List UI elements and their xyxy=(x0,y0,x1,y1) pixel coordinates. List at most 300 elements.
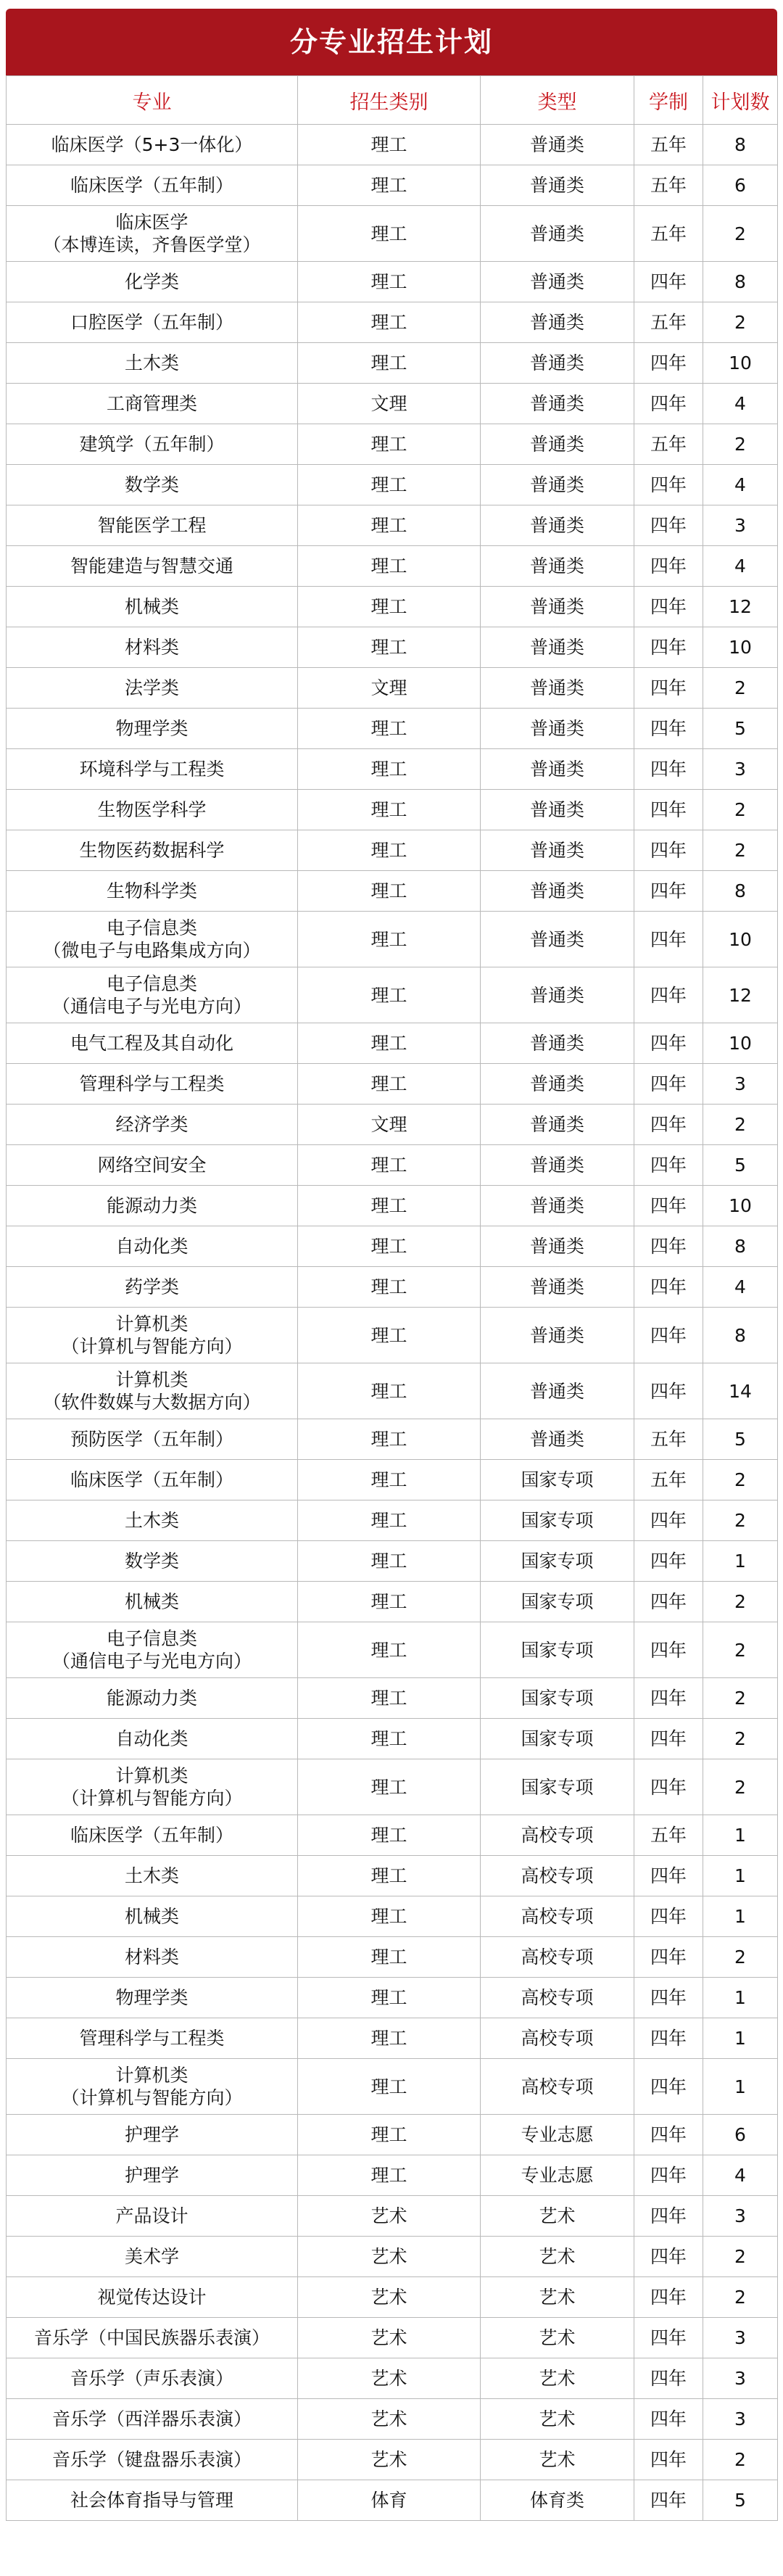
table-row xyxy=(7,967,778,1023)
cell-type: 国家专项 xyxy=(481,1622,634,1678)
table-row xyxy=(7,1500,778,1541)
major-name-line: 音乐学（键盘器乐表演） xyxy=(51,2449,252,2470)
cell-major xyxy=(7,2237,298,2277)
cell-quota: 8 xyxy=(703,1226,778,1267)
table-row xyxy=(7,1622,778,1678)
cell-major xyxy=(7,912,298,967)
cell-major xyxy=(7,1541,298,1582)
cell-duration: 四年 xyxy=(634,262,703,302)
cell-major xyxy=(7,2059,298,2115)
cell-category: 理工 xyxy=(298,587,481,627)
major-name-line: 土木类 xyxy=(124,1865,179,1886)
cell-type: 普通类 xyxy=(481,790,634,830)
cell-category: 理工 xyxy=(298,1308,481,1363)
cell-quota: 4 xyxy=(703,1267,778,1308)
cell-type: 普通类 xyxy=(481,206,634,262)
cell-type: 普通类 xyxy=(481,1419,634,1460)
cell-category: 理工 xyxy=(298,2155,481,2196)
cell-major xyxy=(7,709,298,749)
cell-quota: 1 xyxy=(703,1896,778,1937)
major-name-line: 智能医学工程 xyxy=(97,515,207,536)
cell-category: 理工 xyxy=(298,1363,481,1419)
cell-quota: 12 xyxy=(703,587,778,627)
cell-duration: 四年 xyxy=(634,709,703,749)
cell-duration: 四年 xyxy=(634,1308,703,1363)
table-row xyxy=(7,206,778,262)
cell-category: 理工 xyxy=(298,302,481,343)
cell-major xyxy=(7,1759,298,1815)
cell-duration: 四年 xyxy=(634,1622,703,1678)
cell-duration: 五年 xyxy=(634,165,703,206)
cell-duration: 四年 xyxy=(634,2358,703,2399)
cell-duration: 四年 xyxy=(634,546,703,587)
table-row xyxy=(7,627,778,668)
cell-duration: 四年 xyxy=(634,2440,703,2480)
table-row xyxy=(7,2155,778,2196)
cell-category: 体育 xyxy=(298,2480,481,2521)
major-name-line: （计算机与智能方向） xyxy=(61,2087,243,2108)
cell-type: 普通类 xyxy=(481,967,634,1023)
cell-category: 理工 xyxy=(298,1023,481,1064)
cell-quota: 8 xyxy=(703,1308,778,1363)
cell-quota: 2 xyxy=(703,2277,778,2318)
cell-duration: 四年 xyxy=(634,871,703,912)
cell-type: 普通类 xyxy=(481,1064,634,1105)
cell-category: 艺术 xyxy=(298,2237,481,2277)
cell-category: 理工 xyxy=(298,1896,481,1937)
cell-duration: 四年 xyxy=(634,627,703,668)
major-name-line: 建筑学（五年制） xyxy=(79,434,225,455)
cell-quota: 3 xyxy=(703,2318,778,2358)
cell-quota: 6 xyxy=(703,2115,778,2155)
cell-quota: 10 xyxy=(703,627,778,668)
cell-duration: 四年 xyxy=(634,1759,703,1815)
cell-category: 理工 xyxy=(298,1267,481,1308)
cell-type: 国家专项 xyxy=(481,1500,634,1541)
cell-major xyxy=(7,1582,298,1622)
table-row xyxy=(7,2440,778,2480)
cell-duration: 四年 xyxy=(634,749,703,790)
cell-major xyxy=(7,505,298,546)
cell-major xyxy=(7,2440,298,2480)
major-name-line: 临床医学（五年制） xyxy=(70,1469,233,1490)
cell-duration: 四年 xyxy=(634,830,703,871)
major-name-line: 音乐学（中国民族器乐表演） xyxy=(33,2327,270,2348)
cell-type: 普通类 xyxy=(481,384,634,424)
cell-quota: 2 xyxy=(703,790,778,830)
major-name-line: 护理学 xyxy=(124,2165,179,2186)
cell-major xyxy=(7,871,298,912)
cell-type: 普通类 xyxy=(481,125,634,165)
cell-major xyxy=(7,2277,298,2318)
cell-duration: 四年 xyxy=(634,912,703,967)
cell-category: 理工 xyxy=(298,2115,481,2155)
cell-quota: 8 xyxy=(703,262,778,302)
cell-type: 国家专项 xyxy=(481,1678,634,1719)
major-name-line: 数学类 xyxy=(124,474,179,495)
cell-type: 艺术 xyxy=(481,2277,634,2318)
cell-duration: 五年 xyxy=(634,1815,703,1856)
cell-category: 理工 xyxy=(298,343,481,384)
table-row xyxy=(7,1541,778,1582)
table-row xyxy=(7,1267,778,1308)
cell-duration: 四年 xyxy=(634,465,703,505)
table-header-row xyxy=(7,76,778,125)
table-row xyxy=(7,1023,778,1064)
cell-major xyxy=(7,2399,298,2440)
cell-major xyxy=(7,790,298,830)
cell-major xyxy=(7,1226,298,1267)
table-row xyxy=(7,2196,778,2237)
cell-type: 普通类 xyxy=(481,871,634,912)
major-name-line: 自动化类 xyxy=(115,1236,188,1257)
cell-major xyxy=(7,165,298,206)
major-name-line: 土木类 xyxy=(124,352,179,373)
cell-duration: 四年 xyxy=(634,1937,703,1978)
cell-quota: 1 xyxy=(703,2018,778,2059)
cell-duration: 五年 xyxy=(634,424,703,465)
cell-major xyxy=(7,2358,298,2399)
cell-duration: 四年 xyxy=(634,2237,703,2277)
table-row xyxy=(7,2115,778,2155)
table-row xyxy=(7,424,778,465)
cell-major xyxy=(7,2115,298,2155)
cell-category: 文理 xyxy=(298,668,481,709)
cell-category: 理工 xyxy=(298,1719,481,1759)
table-row xyxy=(7,871,778,912)
cell-category: 理工 xyxy=(298,790,481,830)
cell-major xyxy=(7,1719,298,1759)
cell-major xyxy=(7,1267,298,1308)
cell-duration: 四年 xyxy=(634,1363,703,1419)
page-title: 分专业招生计划 xyxy=(6,9,777,75)
cell-type: 高校专项 xyxy=(481,1856,634,1896)
cell-category: 理工 xyxy=(298,1541,481,1582)
table-row xyxy=(7,2237,778,2277)
cell-major xyxy=(7,465,298,505)
cell-quota: 1 xyxy=(703,1541,778,1582)
cell-duration: 四年 xyxy=(634,1023,703,1064)
cell-quota: 2 xyxy=(703,1622,778,1678)
cell-type: 普通类 xyxy=(481,302,634,343)
cell-type: 专业志愿 xyxy=(481,2155,634,2196)
major-name-line: 美术学 xyxy=(124,2246,179,2267)
major-name-line: 计算机类 xyxy=(115,2065,188,2086)
cell-type: 普通类 xyxy=(481,165,634,206)
cell-duration: 五年 xyxy=(634,302,703,343)
cell-category: 理工 xyxy=(298,1582,481,1622)
cell-duration: 四年 xyxy=(634,2059,703,2115)
cell-type: 普通类 xyxy=(481,546,634,587)
cell-quota: 3 xyxy=(703,749,778,790)
cell-duration: 四年 xyxy=(634,2196,703,2237)
cell-type: 艺术 xyxy=(481,2196,634,2237)
cell-type: 普通类 xyxy=(481,1145,634,1186)
cell-duration: 四年 xyxy=(634,2318,703,2358)
cell-major xyxy=(7,1308,298,1363)
major-name-line: 计算机类 xyxy=(115,1313,188,1334)
cell-quota: 10 xyxy=(703,1186,778,1226)
cell-major xyxy=(7,1105,298,1145)
cell-type: 普通类 xyxy=(481,1226,634,1267)
cell-type: 高校专项 xyxy=(481,1937,634,1978)
cell-major xyxy=(7,1815,298,1856)
cell-type: 普通类 xyxy=(481,505,634,546)
cell-major xyxy=(7,1622,298,1678)
header-type: 类型 xyxy=(481,76,634,125)
cell-major xyxy=(7,1896,298,1937)
major-name-line: 土木类 xyxy=(124,1510,179,1531)
cell-major xyxy=(7,1678,298,1719)
cell-category: 理工 xyxy=(298,1978,481,2018)
major-name-line: 能源动力类 xyxy=(106,1688,197,1709)
cell-major xyxy=(7,343,298,384)
cell-type: 高校专项 xyxy=(481,1896,634,1937)
table-row xyxy=(7,1105,778,1145)
cell-quota: 1 xyxy=(703,1978,778,2018)
cell-major xyxy=(7,262,298,302)
cell-quota: 5 xyxy=(703,2480,778,2521)
cell-quota: 2 xyxy=(703,1937,778,1978)
cell-quota: 2 xyxy=(703,830,778,871)
cell-quota: 2 xyxy=(703,424,778,465)
cell-duration: 四年 xyxy=(634,967,703,1023)
cell-quota: 10 xyxy=(703,912,778,967)
table-row xyxy=(7,587,778,627)
cell-quota: 2 xyxy=(703,302,778,343)
cell-type: 普通类 xyxy=(481,749,634,790)
cell-quota: 10 xyxy=(703,1023,778,1064)
cell-major xyxy=(7,1856,298,1896)
cell-quota: 4 xyxy=(703,384,778,424)
cell-major xyxy=(7,2155,298,2196)
cell-duration: 四年 xyxy=(634,2115,703,2155)
major-name-line: （计算机与智能方向） xyxy=(61,1336,243,1357)
cell-quota: 2 xyxy=(703,1759,778,1815)
cell-type: 普通类 xyxy=(481,1363,634,1419)
cell-quota: 5 xyxy=(703,1145,778,1186)
table-row xyxy=(7,1308,778,1363)
major-name-line: 管理科学与工程类 xyxy=(79,2028,225,2049)
cell-quota: 1 xyxy=(703,1856,778,1896)
cell-duration: 四年 xyxy=(634,1978,703,2018)
table-row xyxy=(7,1815,778,1856)
cell-major xyxy=(7,2018,298,2059)
cell-category: 理工 xyxy=(298,1145,481,1186)
cell-type: 普通类 xyxy=(481,912,634,967)
cell-type: 普通类 xyxy=(481,830,634,871)
cell-type: 高校专项 xyxy=(481,1978,634,2018)
table-row xyxy=(7,465,778,505)
major-name-line: 化学类 xyxy=(124,271,179,292)
cell-type: 体育类 xyxy=(481,2480,634,2521)
table-row xyxy=(7,830,778,871)
cell-category: 理工 xyxy=(298,627,481,668)
cell-category: 理工 xyxy=(298,830,481,871)
cell-category: 理工 xyxy=(298,709,481,749)
major-name-line: 电子信息类 xyxy=(106,917,197,938)
cell-type: 普通类 xyxy=(481,1186,634,1226)
cell-category: 理工 xyxy=(298,749,481,790)
cell-type: 普通类 xyxy=(481,1308,634,1363)
cell-type: 普通类 xyxy=(481,1267,634,1308)
cell-major xyxy=(7,546,298,587)
cell-type: 普通类 xyxy=(481,465,634,505)
table-row xyxy=(7,1186,778,1226)
major-name-line: 计算机类 xyxy=(115,1765,188,1786)
major-name-line: （微电子与电路集成方向） xyxy=(43,940,261,961)
cell-major xyxy=(7,206,298,262)
cell-quota: 3 xyxy=(703,2196,778,2237)
cell-duration: 四年 xyxy=(634,587,703,627)
cell-type: 普通类 xyxy=(481,343,634,384)
cell-major xyxy=(7,424,298,465)
cell-quota: 2 xyxy=(703,1678,778,1719)
cell-quota: 2 xyxy=(703,1460,778,1500)
major-name-line: 计算机类 xyxy=(115,1369,188,1390)
cell-duration: 五年 xyxy=(634,1419,703,1460)
cell-major xyxy=(7,1023,298,1064)
cell-duration: 五年 xyxy=(634,125,703,165)
cell-type: 艺术 xyxy=(481,2318,634,2358)
cell-major xyxy=(7,2318,298,2358)
major-name-line: （计算机与智能方向） xyxy=(61,1788,243,1809)
cell-type: 普通类 xyxy=(481,709,634,749)
cell-duration: 四年 xyxy=(634,2480,703,2521)
header-duration: 学制 xyxy=(634,76,703,125)
cell-duration: 四年 xyxy=(634,1500,703,1541)
cell-category: 理工 xyxy=(298,1226,481,1267)
cell-category: 理工 xyxy=(298,546,481,587)
major-name-line: 临床医学（五年制） xyxy=(70,175,233,196)
cell-major xyxy=(7,1186,298,1226)
table-row xyxy=(7,749,778,790)
major-name-line: 机械类 xyxy=(124,596,179,617)
major-name-line: 数学类 xyxy=(124,1551,179,1572)
major-name-line: 产品设计 xyxy=(115,2205,188,2226)
cell-quota: 2 xyxy=(703,1500,778,1541)
cell-quota: 8 xyxy=(703,125,778,165)
major-name-line: 材料类 xyxy=(124,637,179,658)
major-name-line: 自动化类 xyxy=(115,1728,188,1749)
cell-category: 理工 xyxy=(298,1460,481,1500)
cell-category: 理工 xyxy=(298,465,481,505)
cell-duration: 四年 xyxy=(634,1678,703,1719)
cell-duration: 五年 xyxy=(634,206,703,262)
cell-category: 理工 xyxy=(298,1186,481,1226)
cell-major xyxy=(7,125,298,165)
cell-category: 艺术 xyxy=(298,2399,481,2440)
major-name-line: （本博连读，齐鲁医学堂） xyxy=(43,234,261,255)
major-name-line: 社会体育指导与管理 xyxy=(70,2490,233,2511)
table-row xyxy=(7,1759,778,1815)
cell-major xyxy=(7,1978,298,2018)
major-name-line: （通信电子与光电方向） xyxy=(51,996,252,1017)
table-row xyxy=(7,790,778,830)
table-row xyxy=(7,2059,778,2115)
cell-major xyxy=(7,749,298,790)
cell-major xyxy=(7,668,298,709)
cell-category: 艺术 xyxy=(298,2440,481,2480)
major-name-line: 网络空间安全 xyxy=(97,1155,207,1176)
table-row xyxy=(7,2318,778,2358)
table-row xyxy=(7,709,778,749)
cell-major xyxy=(7,384,298,424)
cell-category: 理工 xyxy=(298,1856,481,1896)
table-row xyxy=(7,546,778,587)
major-name-line: 护理学 xyxy=(124,2124,179,2145)
cell-quota: 5 xyxy=(703,709,778,749)
table-row xyxy=(7,1064,778,1105)
table-row xyxy=(7,302,778,343)
major-name-line: 电子信息类 xyxy=(106,973,197,994)
cell-quota: 2 xyxy=(703,2237,778,2277)
cell-category: 理工 xyxy=(298,1815,481,1856)
cell-major xyxy=(7,1500,298,1541)
cell-duration: 四年 xyxy=(634,1226,703,1267)
cell-major xyxy=(7,1145,298,1186)
major-name-line: 能源动力类 xyxy=(106,1195,197,1216)
cell-category: 理工 xyxy=(298,424,481,465)
cell-major xyxy=(7,587,298,627)
cell-quota: 1 xyxy=(703,1815,778,1856)
major-name-line: （通信电子与光电方向） xyxy=(51,1651,252,1672)
cell-quota: 3 xyxy=(703,2358,778,2399)
cell-type: 艺术 xyxy=(481,2440,634,2480)
table-row xyxy=(7,2277,778,2318)
cell-quota: 8 xyxy=(703,871,778,912)
cell-quota: 12 xyxy=(703,967,778,1023)
table-row xyxy=(7,1145,778,1186)
cell-quota: 3 xyxy=(703,1064,778,1105)
cell-type: 高校专项 xyxy=(481,1815,634,1856)
table-row xyxy=(7,1719,778,1759)
major-name-line: 口腔医学（五年制） xyxy=(70,312,233,333)
cell-duration: 四年 xyxy=(634,668,703,709)
cell-category: 理工 xyxy=(298,1064,481,1105)
cell-type: 国家专项 xyxy=(481,1541,634,1582)
major-name-line: 物理学类 xyxy=(115,1987,188,2008)
table-row xyxy=(7,1856,778,1896)
cell-category: 理工 xyxy=(298,1419,481,1460)
cell-major xyxy=(7,967,298,1023)
cell-type: 普通类 xyxy=(481,668,634,709)
header-major: 专业 xyxy=(7,76,298,125)
cell-major xyxy=(7,2196,298,2237)
major-name-line: 管理科学与工程类 xyxy=(79,1073,225,1094)
cell-quota: 2 xyxy=(703,668,778,709)
table-row xyxy=(7,343,778,384)
cell-category: 文理 xyxy=(298,1105,481,1145)
major-name-line: 临床医学 xyxy=(115,212,188,233)
cell-duration: 四年 xyxy=(634,1582,703,1622)
cell-quota: 2 xyxy=(703,206,778,262)
cell-category: 文理 xyxy=(298,384,481,424)
cell-type: 普通类 xyxy=(481,1105,634,1145)
major-name-line: 物理学类 xyxy=(115,718,188,739)
major-name-line: 机械类 xyxy=(124,1906,179,1927)
cell-duration: 四年 xyxy=(634,1145,703,1186)
major-name-line: 环境科学与工程类 xyxy=(79,759,225,780)
cell-category: 艺术 xyxy=(298,2318,481,2358)
table-row xyxy=(7,262,778,302)
cell-type: 专业志愿 xyxy=(481,2115,634,2155)
table-row xyxy=(7,1226,778,1267)
major-name-line: 电子信息类 xyxy=(106,1628,197,1649)
table-body xyxy=(7,125,778,2521)
table-row xyxy=(7,1460,778,1500)
header-category: 招生类别 xyxy=(298,76,481,125)
